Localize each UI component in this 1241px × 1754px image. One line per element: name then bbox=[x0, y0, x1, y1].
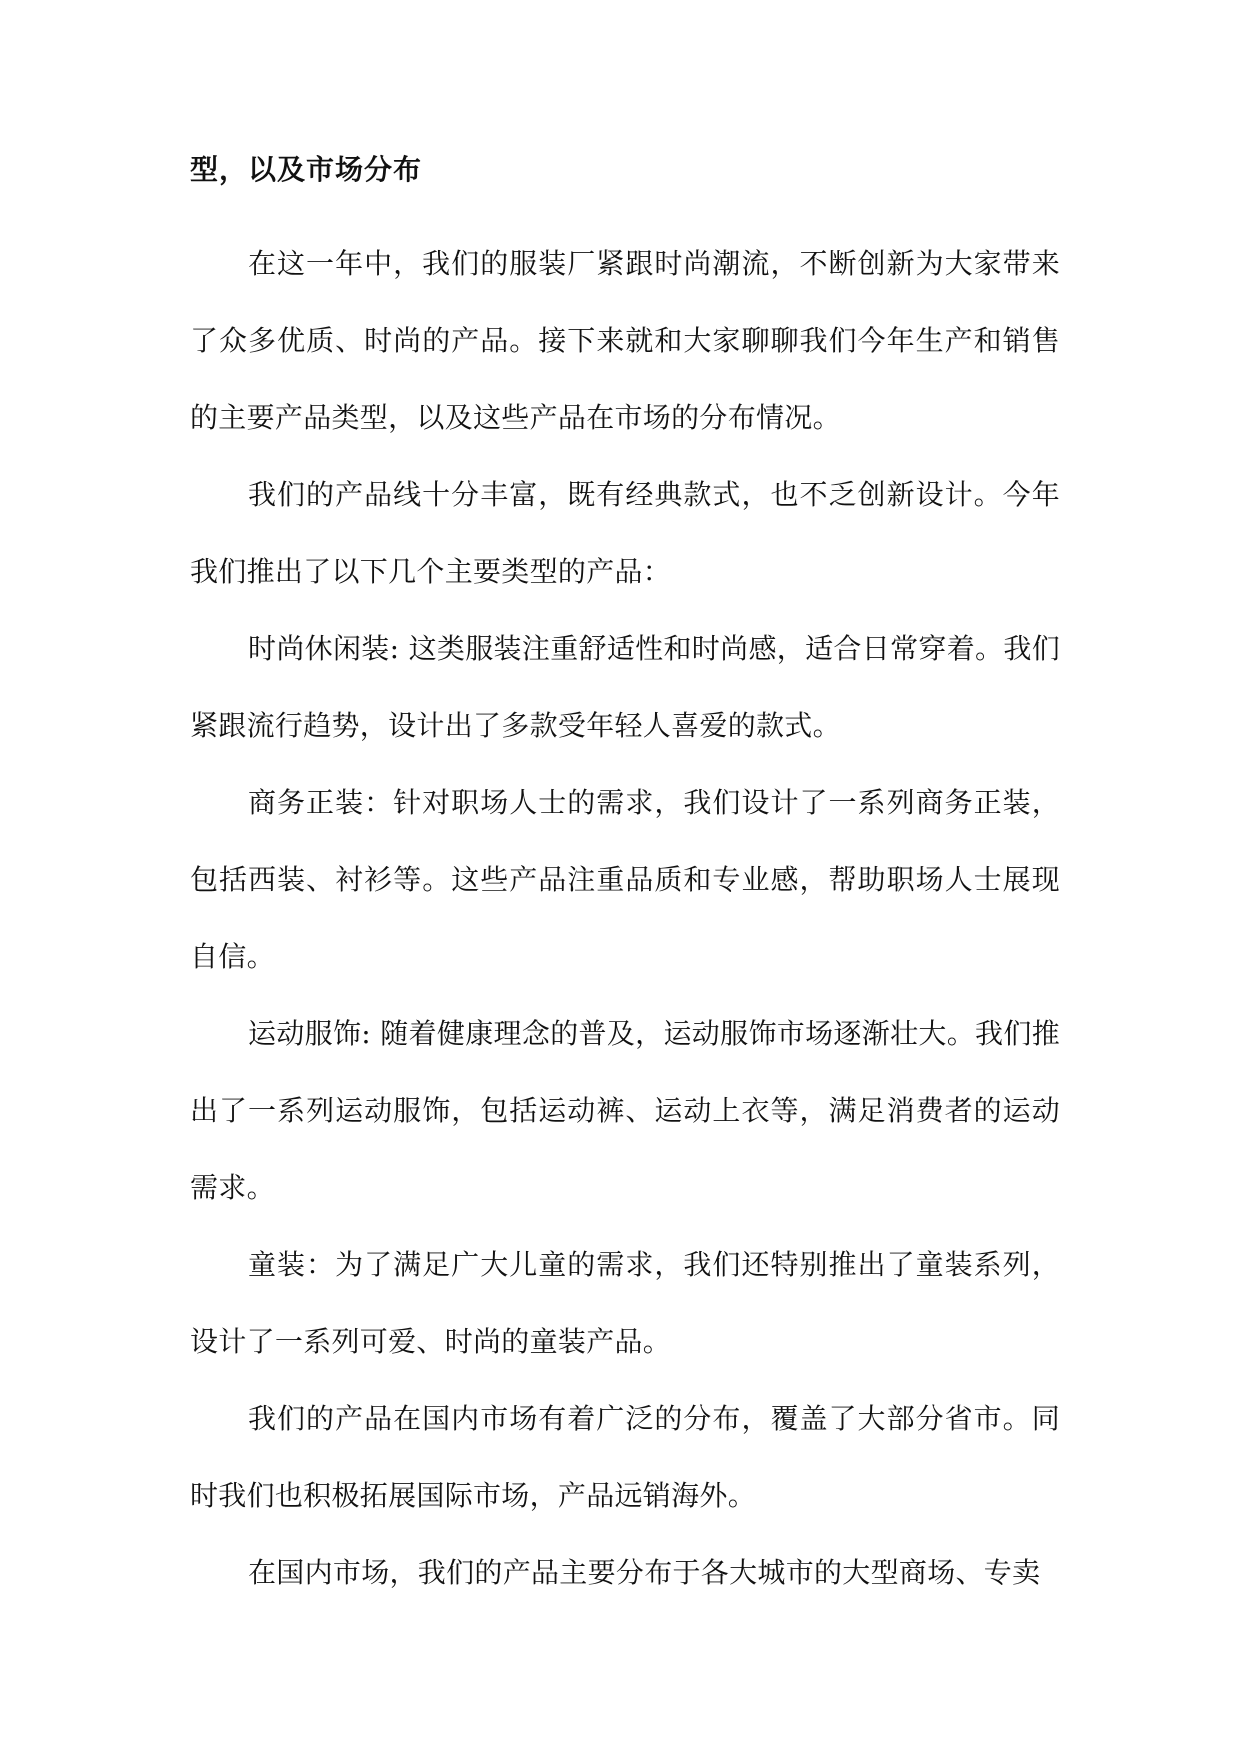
paragraph-business-wear: 商务正装：针对职场人士的需求，我们设计了一系列商务正装，包括西装、衬衫等。这些产品注重品质和专业感，帮助职场人士展现自信。 bbox=[190, 786, 1060, 973]
paragraph-childrens-wear: 童装：为了满足广大儿童的需求，我们还特别推出了童装系列，设计了一系列可爱、时尚的童装产品。 bbox=[190, 1248, 1060, 1358]
document-body bbox=[190, 148, 1060, 1611]
paragraph-domestic-market: 在国内市场，我们的产品主要分布于各大城市的大型商场、专卖 bbox=[248, 1556, 1041, 1589]
paragraph-sportswear: 运动服饰: 随着健康理念的普及，运动服饰市场逐渐壮大。我们推出了一系列运动服饰，包括运动裤、运动上衣等，满足消费者的运动需求。 bbox=[190, 1017, 1060, 1204]
paragraph-casual-wear: 时尚休闲装: 这类服装注重舒适性和时尚感，适合日常穿着。我们紧跟流行趋势，设计出了多款受年轻人喜爱的款式。 bbox=[190, 632, 1060, 742]
paragraph-market-distribution: 我们的产品在国内市场有着广泛的分布，覆盖了大部分省市。同时我们也积极拓展国际市场，产品远销海外。 bbox=[190, 1402, 1060, 1512]
section-heading: 型，以及市场分布 bbox=[190, 153, 423, 186]
paragraph-product-line: 我们的产品线十分丰富，既有经典款式，也不乏创新设计。今年我们推出了以下几个主要类型的产品： bbox=[190, 478, 1060, 588]
paragraph-intro: 在这一年中，我们的服装厂紧跟时尚潮流，不断创新为大家带来了众多优质、时尚的产品。接下来就和大家聊聊我们今年生产和销售的主要产品类型，以及这些产品在市场的分布情况。 bbox=[190, 247, 1060, 434]
